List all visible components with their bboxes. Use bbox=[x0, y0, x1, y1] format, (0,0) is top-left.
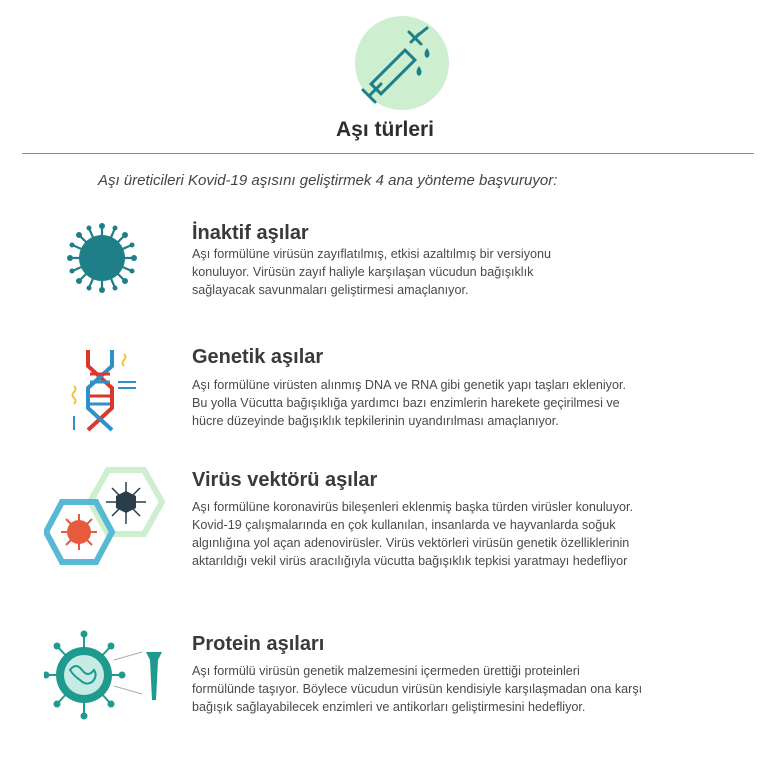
item-title: Protein aşıları bbox=[192, 633, 325, 655]
divider bbox=[22, 153, 754, 154]
dna-icon bbox=[70, 346, 140, 437]
item-title: İnaktif aşılar bbox=[192, 222, 309, 244]
intro-text: Aşı üreticileri Kovid-19 aşısını geliştirmek 4 ana yönteme başvuruyor: bbox=[98, 172, 558, 189]
virus-icon bbox=[66, 222, 138, 299]
item-title: Genetik aşılar bbox=[192, 346, 324, 368]
protein-virus-icon bbox=[44, 630, 176, 725]
syringe-icon bbox=[355, 16, 449, 110]
item-title: Virüs vektörü aşılar bbox=[192, 469, 378, 491]
item-text: Aşı formülüne koronavirüs bileşenleri eklenmiş başka türden virüsler konuluyor. Kovid-19 çalışmalarında en çok kullanılan, insanlarda ve hayvanlarda soğuk algınlığına yol açan adenovirüsler. Virüs vektörleri virüsün genetik özelliklerinin aktarıldığı vekil virüs aracılığıyla vücutta bağışıklık tepkisi yaratmayı hedefliyor bbox=[192, 500, 633, 568]
item-text: Aşı formülü virüsün genetik malzemesini içermeden ürettiği proteinleri formülünde taşıyor. Böylece vücudun virüsün kendisiyle karşılaşmadan ona karşı bağışık sağlayabilecek enzimleri ve antikorları geliştirmesini hedefliyor. bbox=[192, 664, 643, 714]
page-title: Aşı türleri bbox=[335, 118, 435, 141]
hexagon-viruses-icon bbox=[44, 466, 176, 575]
item-text: Aşı formülüne virüsün zayıflatılmış, etkisi azaltılmış bir versiyonu konuluyor. Virüsün zayıf haliyle karşılaşan vücudun bağışıklık sağlayacak savunmaları geliştirmesi amaçlanıyor. bbox=[192, 247, 552, 297]
item-text: Aşı formülüne virüsten alınmış DNA ve RNA gibi genetik yapı taşları ekleniyor. Bu yolla Vücutta bağışıklığa yardımcı bazı enzimlerin harekete geçirilmesi ve hücre düzeyinde bağışıklık tepkilerinin uyandırılması amaçlanıyor. bbox=[192, 378, 626, 428]
